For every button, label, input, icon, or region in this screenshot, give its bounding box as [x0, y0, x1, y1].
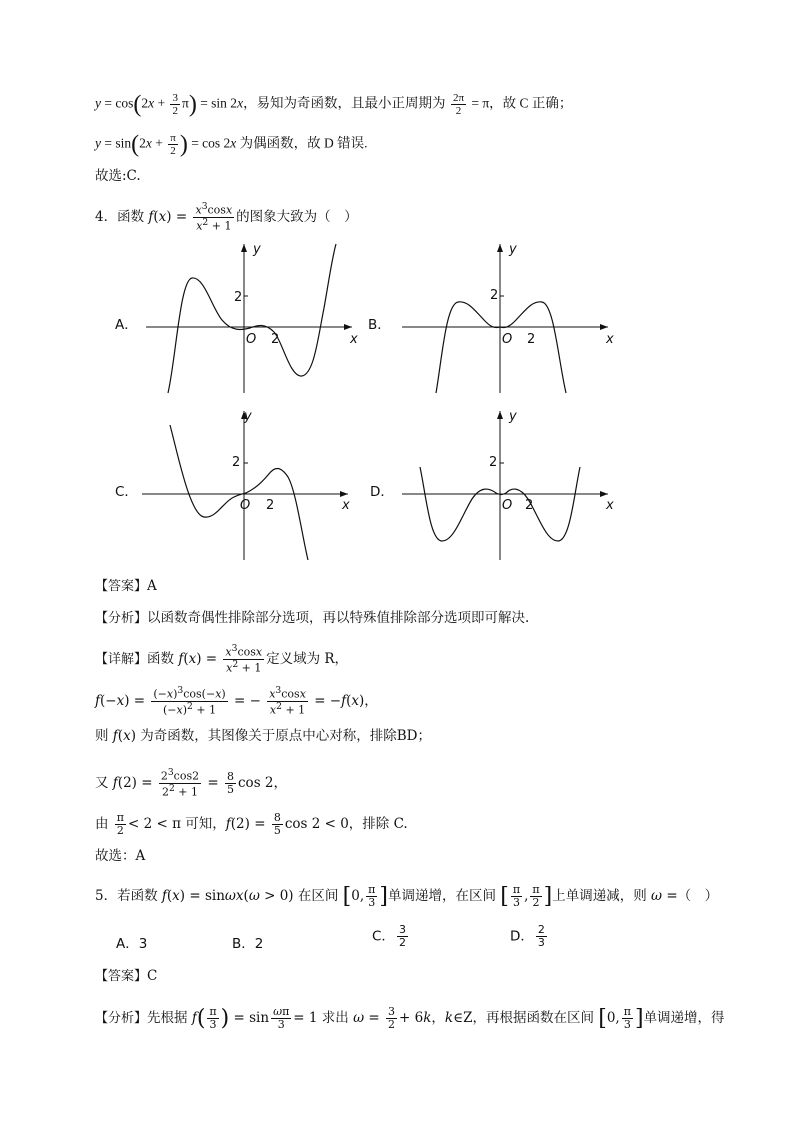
text-line-3: 故选:C.: [95, 168, 141, 184]
x-axis-label: x: [342, 498, 350, 513]
text-line-2: y = sin(2x + $\frac{\pi}{2}$ ) = cos 2x 为偶函数，故 D 错误.: [95, 131, 368, 158]
analysis-line-2: 【分析】先根据 f( $\frac{\pi}{3}$ ) = sin $\frac{\omega\pi}{3}$ = 1 求出 ω = $\frac{3}{2}$ + 6k，k∈Z，再根据函数在区间 [0, $\frac{\pi}{3}$ ]单调递增，得: [95, 1005, 725, 1032]
tick-x-2: 2: [525, 498, 534, 513]
y-axis-label: y: [509, 409, 517, 424]
detail-line-4: 又 f(2) = $\frac{2^3\cos 2}{2^2 + 1}$ = $\frac{8}{5}$ cos 2，: [95, 767, 287, 799]
tick-x-2: 2: [271, 332, 280, 347]
answer-line-2: [95, 970, 157, 984]
detail-line-3: 则 f(x) 为奇函数，其图像关于原点中心对称，排除BD；: [95, 728, 432, 744]
tick-y-2: 2: [234, 290, 243, 305]
tick-y-2: 2: [489, 455, 498, 470]
q5-option-c[interactable]: C． $\frac{3}{2}$: [372, 923, 406, 950]
tick-x-2: 2: [266, 498, 275, 513]
question-5: 5．若函数 f(x) = sinωx(ω > 0) 在区间 [0, $\frac{\pi}{3}$ ]单调递增，在区间 [ $\frac{\pi}{3}$ , $\frac{\pi}{2}$ ]上单调递减，则 ω =（ ）: [95, 883, 719, 910]
x-axis-label: x: [350, 332, 358, 347]
graph-a[interactable]: [140, 238, 360, 398]
graph-c[interactable]: [138, 405, 358, 565]
option-c-label[interactable]: C．: [115, 484, 138, 500]
tick-x-2: 2: [527, 332, 536, 347]
question-4: 4．函数 f(x) = $\frac{x^3\cos x}{x^2 + 1}$ 的图象大致为（ ）: [95, 201, 358, 233]
answer-tag-2: 【答案】: [95, 969, 148, 984]
y-axis-label: y: [244, 409, 252, 424]
option-b-label[interactable]: B．: [368, 317, 391, 333]
answer-tag: 【答案】: [95, 579, 148, 594]
option-a-label[interactable]: A．: [115, 317, 138, 333]
answer-line: [95, 580, 157, 594]
q5-option-a[interactable]: A．3: [116, 936, 148, 952]
detail-line-1: 【详解】函数 f(x) = $\frac{x^3\cos x}{x^2 + 1}$ 定义域为 R，: [95, 643, 349, 675]
detail-tag: 【详解】: [95, 651, 148, 667]
text-line-1: y = cos(2x + $\frac{3}{2}$ π) = sin 2x，易知为奇函数，且最小正周期为 $\frac{2\pi}{2}$ = π，故 C 正确；: [95, 91, 573, 118]
graph-b[interactable]: [396, 238, 616, 398]
answer-value: A: [147, 578, 157, 594]
detail-line-6: 故选：A: [95, 848, 146, 864]
y-axis-label: y: [509, 242, 517, 257]
tick-y-2: 2: [490, 288, 499, 303]
origin-label: O: [246, 332, 257, 347]
graph-d[interactable]: [396, 405, 616, 565]
origin-label: O: [240, 498, 251, 513]
analysis-line: [95, 612, 529, 626]
origin-label: O: [502, 498, 513, 513]
detail-line-2: f(−x) = $\frac{(-x)^3\cos(-x)}{(-x)^2 + 1}$ = − $\frac{x^3\cos x}{x^2 + 1}$ = −f(x)，: [95, 685, 378, 717]
x-axis-label: x: [606, 332, 614, 347]
analysis-tag-2: 【分析】: [95, 1011, 148, 1027]
q5-option-b[interactable]: B．2: [232, 936, 264, 952]
tick-y-2: 2: [232, 455, 241, 470]
q5-option-d[interactable]: D． $\frac{2}{3}$: [510, 923, 545, 950]
analysis-tag: 【分析】: [95, 611, 148, 626]
y-axis-label: y: [253, 242, 261, 257]
x-axis-label: x: [606, 498, 614, 513]
option-d-label[interactable]: D．: [370, 484, 394, 500]
origin-label: O: [502, 332, 513, 347]
analysis-text: 以函数奇偶性排除部分选项，再以特殊值排除部分选项即可解决.: [147, 610, 530, 626]
answer-value-2: C: [147, 968, 158, 984]
detail-line-5: 由 $\frac{\pi}{2}$ < 2 < π 可知，f(2) = $\frac{8}{5}$ cos 2 < 0，排除 C.: [95, 811, 408, 838]
